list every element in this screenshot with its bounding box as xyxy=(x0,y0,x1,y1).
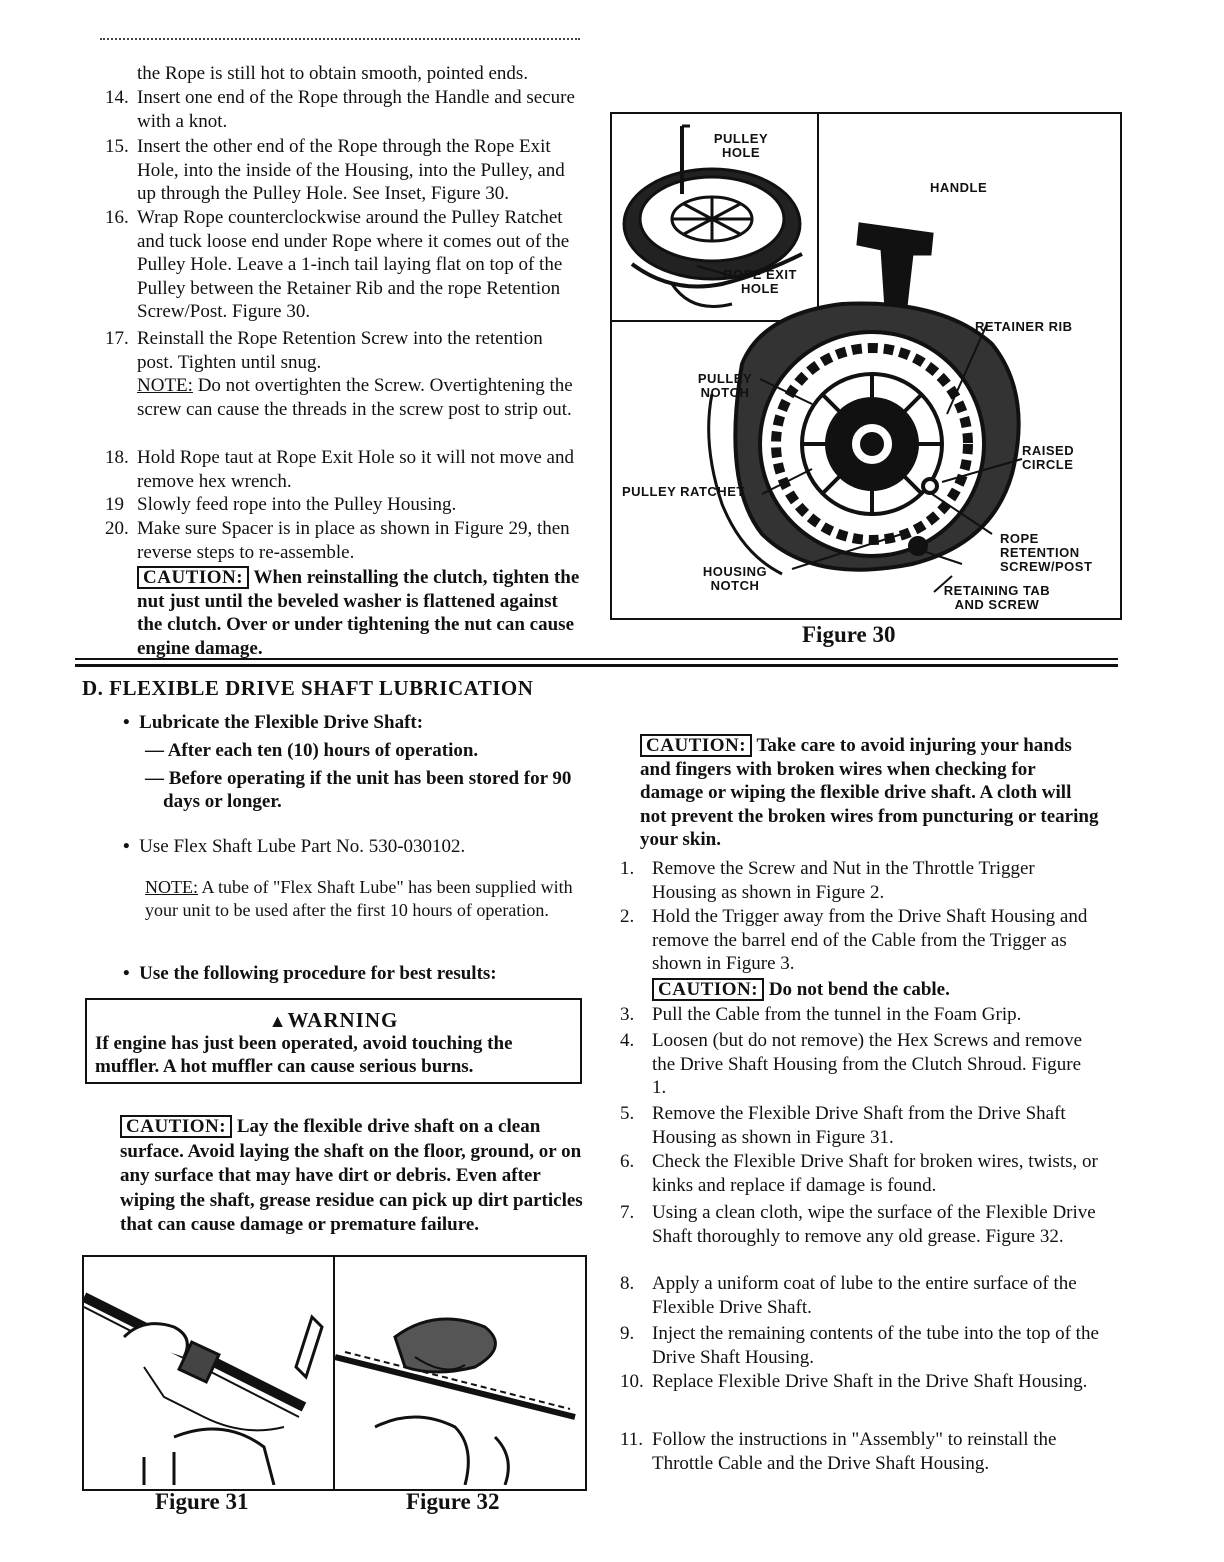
bullet-text: Use Flex Shaft Lube Part No. 530-030102. xyxy=(139,836,466,857)
label-rope-exit-hole: ROPE EXIT HOLE xyxy=(723,267,797,296)
step-number: 14. xyxy=(105,87,129,108)
sub-before-operating-text: — Before operating if the unit has been stored for 90 days or longer. xyxy=(145,768,572,812)
step-number: 1. xyxy=(620,858,635,879)
step-text: Hold Rope taut at Rope Exit Hole so it will not move and remove hex wrench. xyxy=(137,447,574,492)
caution-text: Do not bend the cable. xyxy=(768,978,950,1000)
section-divider xyxy=(75,658,1118,660)
note-text: Do not overtighten the Screw. Overtightening the screw can cause the threads in the screw post to strip out. xyxy=(137,375,573,420)
section-d-title: D. FLEXIBLE DRIVE SHAFT LUBRICATION xyxy=(82,676,534,700)
caution-hands xyxy=(640,734,1102,852)
step-20 xyxy=(105,517,580,660)
right-step-4 xyxy=(620,1029,1100,1100)
step-number: 17. xyxy=(105,328,129,349)
step-18 xyxy=(105,446,580,493)
bullet-dot: • xyxy=(123,836,140,857)
label-retainer-rib: RETAINER RIB xyxy=(975,319,1073,334)
step-text: Pull the Cable from the tunnel in the Foam Grip. xyxy=(652,1004,1022,1025)
warning-title-text: WARNING xyxy=(287,1008,399,1032)
figure-31-caption: Figure 31 xyxy=(155,1489,249,1514)
warning-box xyxy=(85,998,582,1084)
step-text: Wrap Rope counterclockwise around the Pulley Ratchet and tuck loose end under Rope where it comes out of the Pulley Hole. Leave a 1-inch tail laying flat on top of the Pulley between the Retainer Rib and the rope Retention Screw/Post. Figure 30. xyxy=(137,207,570,322)
step-text: Apply a uniform coat of lube to the entire surface of the Flexible Drive Shaft. xyxy=(652,1273,1077,1318)
step-number: 9. xyxy=(620,1323,635,1344)
warning-triangle-icon: ▲ xyxy=(268,1011,288,1031)
step-text: Inject the remaining contents of the tube into the top of the Drive Shaft Housing. xyxy=(652,1323,1099,1368)
step-number: 11. xyxy=(620,1429,644,1450)
step-number: 20. xyxy=(105,518,129,539)
step-text: Insert one end of the Rope through the Handle and secure with a knot. xyxy=(137,87,575,132)
step-number: 16. xyxy=(105,207,129,228)
right-step-11 xyxy=(620,1428,1100,1475)
figure-32-caption: Figure 32 xyxy=(406,1489,500,1514)
step-16 xyxy=(105,206,580,324)
label-rope-retention: ROPE RETENTION SCREW/POST xyxy=(1000,531,1093,574)
label-pulley-hole: PULLEY HOLE xyxy=(713,131,769,160)
section-divider-2 xyxy=(75,664,1118,667)
note-tag: NOTE: xyxy=(137,375,193,396)
step-text: Insert the other end of the Rope through the Rope Exit Hole, into the inside of the Housing, into the Pulley, and up through the Pulley Hole. See Inset, Figure 30. xyxy=(137,136,565,204)
right-step-3 xyxy=(620,1003,1100,1027)
step-number: 2. xyxy=(620,906,635,927)
warning-text: If engine has just been operated, avoid touching the muffler. A hot muffler can cause serious burns. xyxy=(95,1033,513,1077)
step-text: Remove the Screw and Nut in the Throttle Trigger Housing as shown in Figure 2. xyxy=(652,858,1035,903)
sub-before-operating xyxy=(145,767,585,813)
step-text: Slowly feed rope into the Pulley Housing. xyxy=(137,494,457,515)
step-text: Replace Flexible Drive Shaft in the Drive Shaft Housing. xyxy=(652,1371,1088,1392)
label-handle: HANDLE xyxy=(930,180,988,195)
caution-text: When reinstalling the clutch, tighten the nut just until the beveled washer is flattened against the clutch. Over or under tightening the nut can cause engine damage. xyxy=(137,567,580,659)
label-housing-notch: HOUSING NOTCH xyxy=(702,564,768,593)
bullet-text: Lubricate the Flexible Drive Shaft: xyxy=(139,712,424,733)
step-text: Using a clean cloth, wipe the surface of the Flexible Drive Shaft thoroughly to remove any old grease. Figure 32. xyxy=(652,1202,1096,1247)
caution-tag: CAUTION: xyxy=(137,566,249,589)
sub-each-ten-hours: — After each ten (10) hours of operation. xyxy=(145,740,479,761)
right-step-6 xyxy=(620,1150,1100,1197)
step-text: Remove the Flexible Drive Shaft from the Drive Shaft Housing as shown in Figure 31. xyxy=(652,1103,1066,1148)
note-flex-lube xyxy=(145,876,577,922)
right-step-2 xyxy=(620,905,1100,1001)
label-pulley-ratchet: PULLEY RATCHET xyxy=(622,484,745,499)
label-retaining-tab: RETAINING TAB AND SCREW xyxy=(943,583,1051,612)
warning-title xyxy=(87,1008,580,1033)
caution-20 xyxy=(137,566,580,660)
step-17 xyxy=(105,327,580,421)
bullet-text: Use the following procedure for best results: xyxy=(139,963,497,984)
figure-30-caption: Figure 30 xyxy=(802,622,896,647)
step-number: 3. xyxy=(620,1004,635,1025)
main-housing-drawing xyxy=(709,304,1019,575)
bullet-dot: • xyxy=(123,712,140,733)
step-number: 15. xyxy=(105,136,129,157)
bullet-dot: • xyxy=(123,963,140,984)
caution-text: Lay the flexible drive shaft on a clean surface. Avoid laying the shaft on the floor, ground, or on any surface that may have dirt or debris. Even after wiping the shaft, grease residue can pick up dirt particles that can cause damage or premature failure. xyxy=(120,1116,583,1235)
step-14 xyxy=(105,86,580,133)
caution-tag: CAUTION: xyxy=(120,1115,232,1138)
step-number: 8. xyxy=(620,1273,635,1294)
caution-tag: CAUTION: xyxy=(640,734,752,757)
note-tag: NOTE: xyxy=(145,877,198,897)
step-text: Reinstall the Rope Retention Screw into the retention post. Tighten until snug. xyxy=(137,328,543,373)
step-number: 5. xyxy=(620,1103,635,1124)
figure-32-illustration xyxy=(335,1257,583,1485)
caution-lay-shaft xyxy=(120,1115,590,1238)
step-number: 6. xyxy=(620,1151,635,1172)
caution-bend xyxy=(652,978,1100,1002)
note-17 xyxy=(137,374,580,421)
step-text: Follow the instructions in "Assembly" to reinstall the Throttle Cable and the Drive Shaft Housing. xyxy=(652,1429,1057,1474)
right-step-9 xyxy=(620,1322,1100,1369)
caution-text: Take care to avoid injuring your hands and fingers with broken wires when checking for damage or wiping the flexible drive shaft. A cloth will not prevent the broken wires from puncturing or tearing your skin. xyxy=(640,735,1099,850)
step-19 xyxy=(105,493,580,517)
right-step-8 xyxy=(620,1272,1100,1319)
step-text: Hold the Trigger away from the Drive Shaft Housing and remove the barrel end of the Cable from the Trigger as shown in Figure 3. xyxy=(652,906,1088,974)
figure-31-illustration xyxy=(84,1257,332,1485)
right-step-1 xyxy=(620,857,1100,904)
step-number: 7. xyxy=(620,1202,635,1223)
step-number: 10. xyxy=(620,1371,644,1392)
step-number: 19 xyxy=(105,494,124,515)
bullet-flex-lube xyxy=(123,835,583,858)
label-raised-circle: RAISED CIRCLE xyxy=(1022,443,1075,472)
step-text: Check the Flexible Drive Shaft for broken wires, twists, or kinks and replace if damage is found. xyxy=(652,1151,1098,1196)
bullet-lubricate xyxy=(123,711,583,734)
label-pulley-notch: PULLEY NOTCH xyxy=(697,371,753,400)
step-text: Make sure Spacer is in place as shown in Figure 29, then reverse steps to re-assemble. xyxy=(137,518,570,563)
step-number: 18. xyxy=(105,447,129,468)
note-text: A tube of "Flex Shaft Lube" has been supplied with your unit to be used after the first 10 hours of operation. xyxy=(145,877,573,920)
right-step-10 xyxy=(620,1370,1100,1394)
step-number: 4. xyxy=(620,1030,635,1051)
step-text: Loosen (but do not remove) the Hex Screws and remove the Drive Shaft Housing from the Clutch Shroud. Figure 1. xyxy=(652,1030,1083,1098)
top-partial-line xyxy=(100,38,580,46)
bullet-procedure xyxy=(123,962,583,985)
caution-tag: CAUTION: xyxy=(652,978,764,1001)
step-15 xyxy=(105,135,580,206)
top-partial-text: the Rope is still hot to obtain smooth, pointed ends. xyxy=(137,63,529,84)
right-step-5 xyxy=(620,1102,1100,1149)
right-step-7 xyxy=(620,1201,1100,1248)
